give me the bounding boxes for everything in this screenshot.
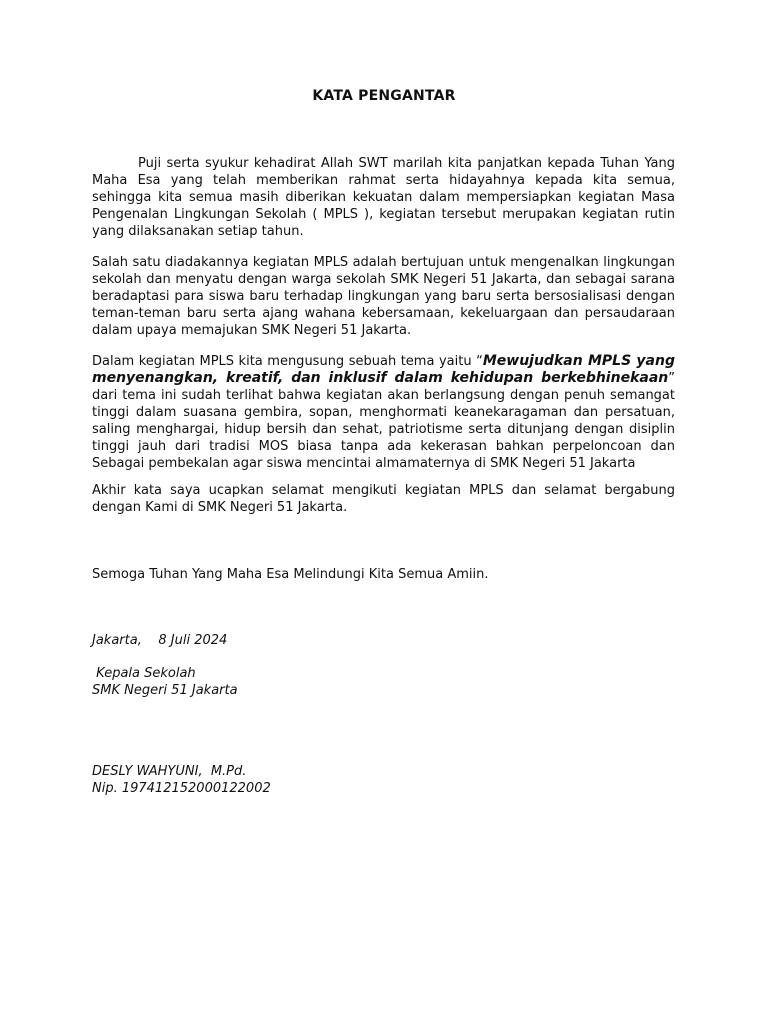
paragraph-purpose: Salah satu diadakannya kegiatan MPLS adalah bertujuan untuk mengenalkan lingkungan sekolah dan menyatu dengan warga sekolah SMK Negeri 51 Jakarta, dan sebagai sarana beradaptasi para siswa baru terhadap lingkungan yang baru serta bersosialisasi dengan teman-teman baru serta ajang wahana kebersamaan, kekeluargaan dan persaudaraan dalam upaya memajukan SMK Negeri 51 Jakarta. bbox=[92, 255, 675, 338]
paragraph-prayer: Semoga Tuhan Yang Maha Esa Melindungi Kita Semua Amiin. bbox=[92, 567, 489, 582]
page-title: KATA PENGANTAR bbox=[312, 88, 456, 104]
theme-description-text: ” dari tema ini sudah terlihat bahwa kegiatan akan berlangsung dengan penuh semangat tinggi dalam suasana gembira, sopan, menghormati keanekaragaman dan persatuan, saling menghargai, hidup bersih dan sehat, patriotisme serta ditunjang dengan disiplin tinggi jauh dari tradisi MOS biasa tanpa ada kekerasan bahkan perpeloncoan dan Sebagai pembekalan agar siswa mencintai almamaternya di SMK Negeri 51 Jakarta bbox=[92, 371, 675, 471]
signature-school: SMK Negeri 51 Jakarta bbox=[92, 683, 238, 698]
theme-text: Mewujudkan MPLS yang menyenangkan, kreatif, dan inklusif dalam kehidupan berkebhinekaan bbox=[92, 353, 675, 386]
signature-nip: Nip. 197412152000122002 bbox=[92, 781, 271, 796]
signature-name: DESLY WAHYUNI, M.Pd. bbox=[92, 764, 247, 779]
paragraph-opening: Puji serta syukur kehadirat Allah SWT marilah kita panjatkan kepada Tuhan Yang Maha Esa yang telah memberikan rahmat serta hidayahnya kepada kita semua, sehingga kita semua masih diberikan kekuatan dalam mempersiapkan kegiatan Masa Pengenalan Lingkungan Sekolah ( MPLS ), kegiatan tersebut merupakan kegiatan rutin yang dilaksanakan setiap tahun. bbox=[92, 156, 675, 239]
signature-place-date: Jakarta, 8 Juli 2024 bbox=[92, 633, 228, 648]
theme-intro-text: Dalam kegiatan MPLS kita mengusung sebuah tema yaitu “ bbox=[92, 354, 483, 369]
paragraph-closing: Akhir kata saya ucapkan selamat mengikuti kegiatan MPLS dan selamat bergabung dengan Kami di SMK Negeri 51 Jakarta. bbox=[92, 483, 675, 515]
signature-role: Kepala Sekolah bbox=[92, 666, 196, 681]
paragraph-theme bbox=[92, 353, 675, 472]
